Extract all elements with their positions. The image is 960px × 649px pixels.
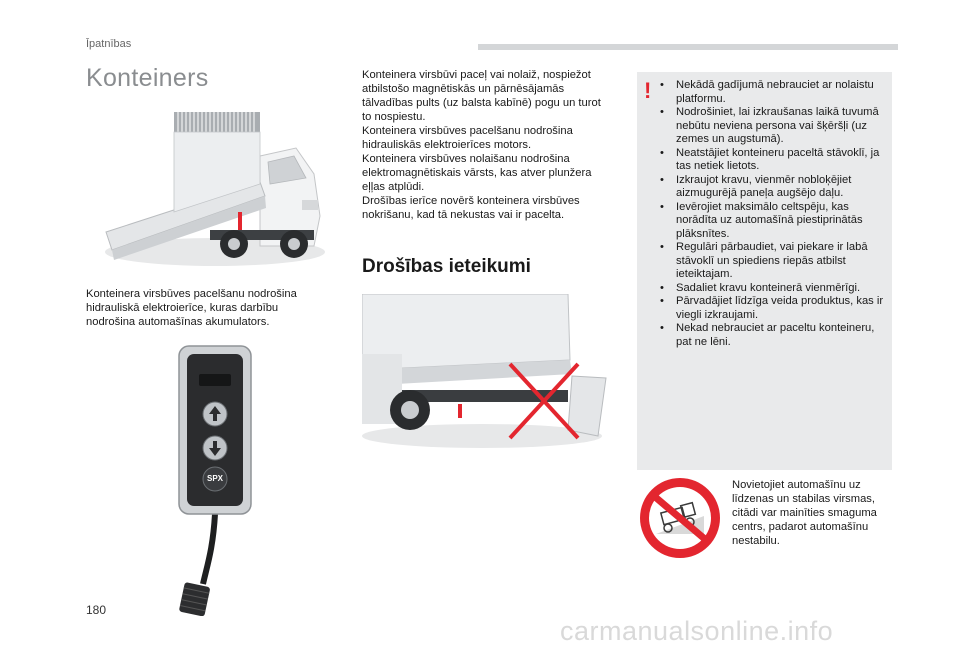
warning-item: • Regulāri pārbaudiet, vai piekare ir labā stāvoklī un spiediens riepās atbilst ieteiktajam. xyxy=(654,241,890,282)
warning-item: • Sadaliet kravu konteinerā vienmērīgi. xyxy=(654,282,890,296)
page-title: Konteiners xyxy=(86,64,209,92)
tipper-truck-illustration xyxy=(100,104,330,274)
page-number: 180 xyxy=(86,603,107,617)
unsafe-driving-illustration xyxy=(362,294,614,452)
section-label: Īpatnības xyxy=(86,38,132,50)
stability-notice: Novietojiet automašīnu uz līdzenas un stabilas virsmas, citādi var mainīties smaguma centrs, padarot automašīnu nestabilu. xyxy=(732,479,877,547)
safety-warnings-list xyxy=(654,79,890,349)
header-bar xyxy=(478,44,898,50)
warning-item: • Neatstājiet konteineru paceltā stāvoklī, ja tas netiek lietots. xyxy=(654,147,890,174)
watermark: carmanualsonline.info xyxy=(560,616,834,646)
no-slope-parking-icon xyxy=(638,476,722,560)
safety-title: Drošības ieteikumi xyxy=(362,256,531,277)
warning-item: • Ievērojiet maksimālo celtspēju, kas norādīta uz automašīnā piestiprinātās plāksnītes. xyxy=(654,201,890,242)
column2-intro: Konteinera virsbūvi paceļ vai nolaiž, nospiežot atbilstošo magnētiskās un pārnēsājamās tālvadības pults (uz balsta kabīnē) pogu un turot to nospiestu. Konteinera virsbūves pacelšanu nodrošina hidrauliskās elektroierīces motors. Konteinera virsbūves nolaišanu nodrošina elektromagnētiskais vārsts, kas atver plunžera eļļas atplūdi. Drošības ierīce novērš konteinera virsbūves nokrišanu, kad tā nekustas vai ir pacelta. xyxy=(362,69,601,221)
column1-caption: Konteinera virsbūves pacelšanu nodrošina hidrauliskā elektroierīce, kuras darbību nodrošina automašīnas akumulators. xyxy=(86,288,297,328)
remote-spx-label: SPX xyxy=(206,474,223,483)
warning-item: • Nekad nebrauciet ar paceltu konteineru, pat ne lēni. xyxy=(654,322,890,349)
warning-icon: ! xyxy=(644,78,652,103)
warning-item: • Izkraujot kravu, vienmēr nobloķējiet aizmugurējā paneļa augšējo daļu. xyxy=(654,174,890,201)
warning-item: • Nodrošiniet, lai izkraušanas laikā tuvumā nebūtu neviena persona vai šķēršļi (uz zemes un augstumā). xyxy=(654,106,890,147)
warning-item: • Nekādā gadījumā nebrauciet ar nolaistu platformu. xyxy=(654,79,890,106)
warning-item: • Pārvadājiet līdzīga veida produktus, kas ir viegli izkraujami. xyxy=(654,295,890,322)
